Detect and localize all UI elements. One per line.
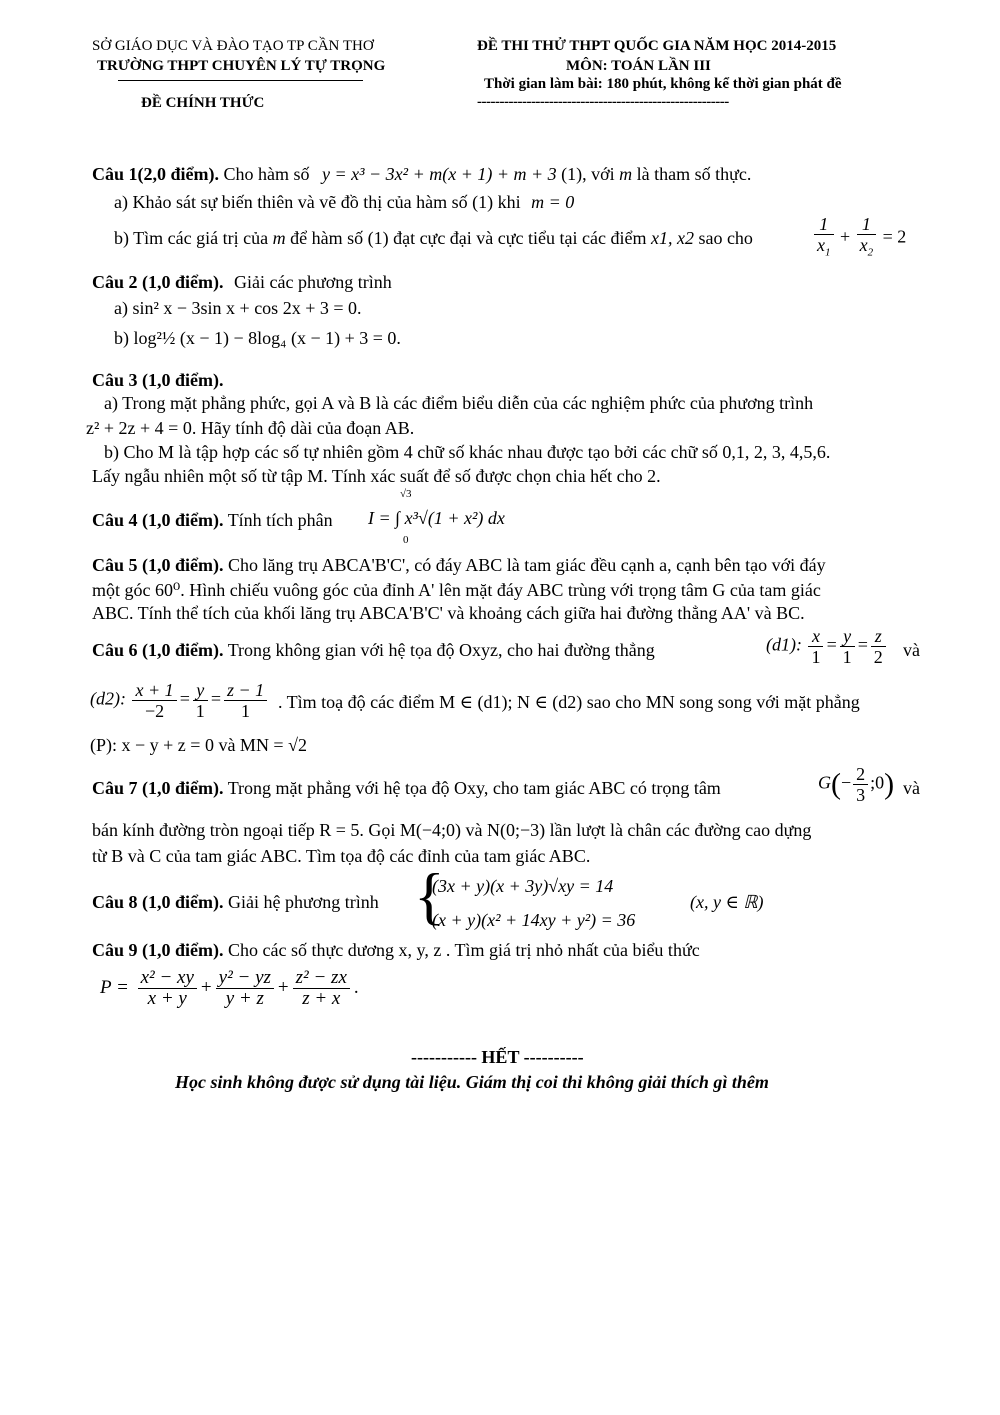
footer-note: Học sinh không được sử dụng tài liệu. Giám thị coi thi không giải thích gì thêm — [175, 1072, 769, 1092]
header-rule — [118, 80, 363, 81]
q9-title: Câu 9 (1,0 điểm). — [92, 940, 224, 960]
d1-label: (d1): — [766, 634, 802, 655]
q1-b-eq-tail: = 2 — [882, 226, 907, 247]
q8-intro: Giải hệ phương trình — [228, 892, 379, 912]
q3-title: Câu 3 (1,0 điểm). — [92, 370, 224, 390]
P-label: P = — [100, 976, 129, 998]
d1-equation: (d1): $\frac{x}{1}$ = $\frac{y}{1}$ = $\frac{z}{2}$ — [766, 626, 888, 667]
q6-and: và — [903, 640, 920, 660]
q4-integral: I = ∫ x³√(1 + x²) dx — [368, 508, 505, 528]
q1-b-pre: b) Tìm các giá trị của — [114, 228, 273, 248]
integral-lower: 0 — [403, 534, 409, 546]
q5-line-1 — [92, 555, 826, 576]
q1-tail-pre: (1), với — [561, 164, 620, 184]
d2-label: (d2): — [90, 688, 126, 709]
q9-l1: Cho các số thực dương x, y, z . Tìm giá trị nhỏ nhất của biểu thức — [228, 940, 700, 960]
q8-title: Câu 8 (1,0 điểm). — [92, 892, 224, 912]
q6-line-2: . Tìm toạ độ các điểm M ∈ (d1); N ∈ (d2) sao cho MN song song với mặt phẳng — [278, 692, 860, 712]
q1-title: Câu 1(2,0 điểm). — [92, 164, 219, 184]
time-note: Thời gian làm bài: 180 phút, không kể thời gian phát đề — [484, 76, 842, 92]
system-eq-1: (3x + y)(x + 3y)√xy = 14 — [432, 876, 614, 896]
department-name: SỞ GIÁO DỤC VÀ ĐÀO TẠO TP CẦN THƠ — [92, 38, 374, 54]
q1-b-x: x1, x2 — [650, 228, 694, 248]
frac-1-x1: $\frac{1}{x_1}$ — [814, 214, 834, 263]
q1-b-equation: $\frac{1}{x_1}$ + $\frac{1}{x_2}$ = 2 — [812, 214, 906, 263]
q6-l1: Trong không gian với hệ tọa độ Oxyz, cho hai đường thẳng — [227, 640, 655, 660]
q6-title: Câu 6 (1,0 điểm). — [92, 640, 224, 660]
q2-intro: Giải các phương trình — [234, 272, 392, 292]
q7-l1: Trong mặt phẳng với hệ tọa độ Oxy, cho tam giác ABC có trọng tâm — [227, 778, 721, 798]
system-brace: { — [414, 860, 445, 931]
q3-a-line-1: a) Trong mặt phẳng phức, gọi A và B là các điểm biểu diễn của các nghiệm phức của phương trình — [104, 393, 814, 413]
system-domain: (x, y ∈ ℝ) — [690, 892, 764, 912]
question-4 — [92, 510, 333, 531]
q9-line-1 — [92, 940, 700, 961]
q5-line-3: ABC. Tính thể tích của khối lăng trụ ABCA'B'C' và khoảng cách giữa hai đường thẳng AA' và BC. — [92, 603, 805, 623]
q1-b-post: sao cho — [693, 228, 753, 248]
q7-title: Câu 7 (1,0 điểm). — [92, 778, 224, 798]
d2-equation: (d2): $\frac{x + 1}{-2}$ = $\frac{y}{1}$ = $\frac{z - 1}{1}$ — [90, 680, 269, 721]
G-tail: ;0 — [870, 772, 885, 793]
q5-l1: Cho lăng trụ ABCA'B'C', có đáy ABC là tam giác đều cạnh a, cạnh bên tạo với đáy — [228, 555, 826, 575]
q2-part-b: b) log²½ (x − 1) − 8log₄ (x − 1) + 3 = 0. — [114, 328, 401, 348]
q1-a-cond: m = 0 — [531, 192, 575, 212]
q4-title: Câu 4 (1,0 điểm). — [92, 510, 224, 530]
q1-b-mid: để hàm số (1) đạt cực đại và cực tiểu tại các điểm — [285, 228, 651, 248]
centroid-G: G(− $\frac{2}{3}$ ;0) — [818, 764, 895, 805]
subject-title: MÔN: TOÁN LẦN III — [566, 58, 711, 74]
exam-title: ĐỀ THI THỬ THPT QUỐC GIA NĂM HỌC 2014-2015 — [477, 38, 837, 54]
q7-line-3: từ B và C của tam giác ABC. Tìm tọa độ các đỉnh của tam giác ABC. — [92, 846, 591, 866]
q7-and: và — [903, 778, 920, 798]
q1-a-text: a) Khảo sát sự biến thiên và vẽ đồ thị của hàm số (1) khi — [114, 192, 521, 212]
question-8 — [92, 892, 379, 913]
question-2 — [92, 272, 392, 293]
q1-part-b — [114, 228, 753, 249]
q3-b-line-1: b) Cho M là tập hợp các số tự nhiên gồm 4 chữ số khác nhau được tạo bởi các chữ số 0,1, 2, 3, 4,5,6. — [104, 442, 831, 462]
header-dashes: -------------------------------------------------------- — [477, 94, 729, 110]
q3-a-line-2: z² + 2z + 4 = 0. Hãy tính độ dài của đoạn AB. — [86, 418, 415, 438]
frac-1-x2: $\frac{1}{x_2}$ — [857, 214, 877, 263]
q6-line-3: (P): x − y + z = 0 và MN = √2 — [90, 735, 307, 755]
q6-line-1 — [92, 640, 655, 661]
q2-part-a: a) sin² x − 3sin x + cos 2x + 3 = 0. — [114, 298, 362, 318]
system-eq-2: (x + y)(x² + 14xy + y²) = 36 — [432, 910, 636, 930]
expression-P: P = $\frac{\text{x² − xy}}{x + y}$ + $\frac{\text{y² − yz}}{y + z}$ + $\frac{\text{z² − zx}}{z + x}$ . — [100, 967, 359, 1009]
q3-b-line-2: Lấy ngẫu nhiên một số từ tập M. Tính xác suất để số được chọn chia hết cho 2. — [92, 466, 661, 486]
official-label: ĐỀ CHÍNH THỨC — [141, 95, 265, 111]
G-label: G — [818, 772, 831, 793]
end-marker: ----------- HẾT ---------- — [411, 1047, 584, 1067]
q1-m: m — [619, 164, 633, 184]
school-name: TRƯỜNG THPT CHUYÊN LÝ TỰ TRỌNG — [97, 58, 386, 74]
q1-function: y = x³ − 3x² + m(x + 1) + m + 3 — [322, 164, 557, 184]
q7-line-1 — [92, 778, 721, 799]
q1-part-a — [114, 192, 574, 213]
q5-line-2: một góc 60⁰. Hình chiếu vuông góc của đỉnh A' lên mặt đáy ABC trùng với trọng tâm G của tam giác — [92, 580, 821, 600]
integral-upper: √3 — [400, 488, 412, 500]
q2-title: Câu 2 (1,0 điểm). — [92, 272, 224, 292]
q1-intro: Cho hàm số — [223, 164, 310, 184]
q4-intro: Tính tích phân — [227, 510, 333, 530]
question-1 — [92, 164, 751, 185]
q7-line-2: bán kính đường tròn ngoại tiếp R = 5. Gọi M(−4;0) và N(0;−3) lần lượt là chân các đường cao dựng — [92, 820, 812, 840]
q1-b-m: m — [272, 228, 286, 248]
q5-title: Câu 5 (1,0 điểm). — [92, 555, 224, 575]
q1-tail-post: là tham số thực. — [632, 164, 752, 184]
